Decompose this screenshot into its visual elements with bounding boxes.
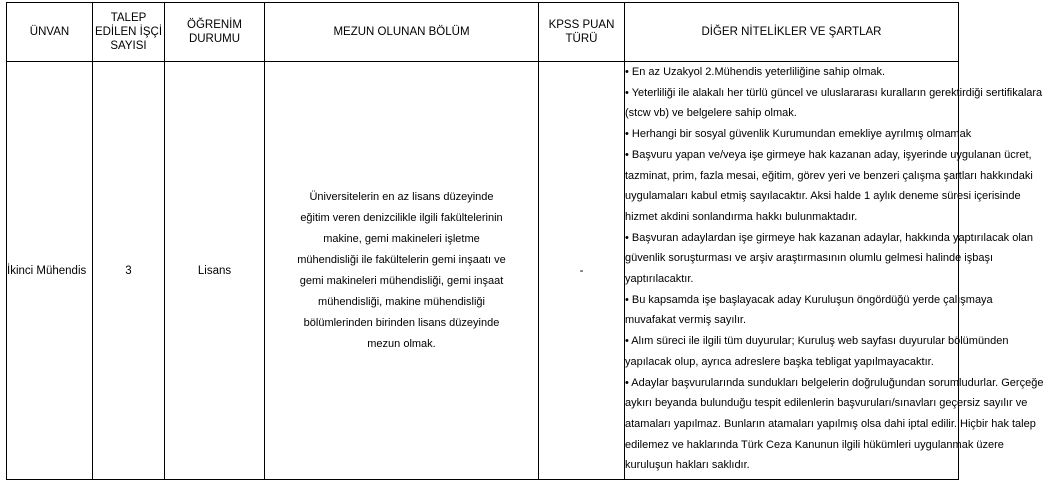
text-line: • Adaylar başvurularında sundukları belgelerin doğruluğundan sorumludurlar. Gerçeğe xyxy=(625,376,1043,389)
text-line: mühendisliği ile fakültelerin gemi inşaatı ve xyxy=(297,253,506,266)
text-line: güvenlik soruşturması ve arşiv araştırmasının olumlu gelmesi halinde işbaşı xyxy=(625,252,994,265)
text-line: KPSS PUAN xyxy=(548,19,615,31)
text-line: TALEP xyxy=(110,12,147,24)
text-line: SAYISI xyxy=(110,40,147,52)
cell-diger-nitelikler xyxy=(625,62,1043,480)
text-line: yaptırılacaktır. xyxy=(625,273,694,286)
text-line: (stcw vb) ve belgelere sahip olmak. xyxy=(625,107,797,120)
header-unvan xyxy=(7,3,93,62)
header-diger-nitelikler xyxy=(625,3,959,62)
text-line: tazminat, prim, fazla mesai, eğitim, görev yeri ve benzeri çalışma şartları hakkındaki xyxy=(625,169,1033,182)
text-line: MEZUN OLUNAN BÖLÜM xyxy=(333,26,470,38)
header-kpss-puan-turu xyxy=(539,3,625,62)
text-line: atamaları yapılmaz. Bunların atamaları yapılmış olsa dahi iptal edilir. Hiçbir hak talep xyxy=(625,417,1036,430)
text-line: • Başvuru yapan ve/veya işe girmeye hak kazanan aday, işyerinde uygulanan ücret, xyxy=(625,148,1032,161)
text-line: • Yeterliliği ile alakalı her türlü güncel ve uluslararası kuralların gerektirdiği sertifikalara xyxy=(625,86,1043,99)
text-line: Üniversitelerin en az lisans düzeyinde xyxy=(309,190,494,203)
text-line: ÖĞRENİM xyxy=(187,19,242,31)
text-line: hizmet akdini sonlandırma hakkı bulunmaktadır. xyxy=(625,210,858,223)
text-line: • Herhangi bir sosyal güvenlik Kurumundan emekliye ayrılmış olmamak xyxy=(625,128,972,141)
text-line: muvafakat vermiş sayılır. xyxy=(625,314,747,327)
text-line: mühendisliği, makine mühendisliği xyxy=(318,295,485,308)
text-line: ÜNVAN xyxy=(29,26,70,38)
text-line: yapılacak olup, ayrıca adreslere başka tebligat yapılmayacaktır. xyxy=(625,355,934,368)
text-line: kuruluşun hakları saklıdır. xyxy=(625,459,750,472)
cell-kpss-puan-turu: - xyxy=(539,62,625,480)
header-ogrenim-durumu xyxy=(165,3,265,62)
header-talep-edilen-isci-sayisi xyxy=(93,3,165,62)
cell-mezun-olunan-bolum xyxy=(265,62,539,480)
header-mezun-olunan-bolum xyxy=(265,3,539,62)
text-line: EDİLEN İŞÇİ xyxy=(94,26,163,38)
text-line: eğitim veren denizcilikle ilgili fakültelerinin xyxy=(300,211,503,224)
text-line: TÜRÜ xyxy=(565,33,598,45)
text-line: DURUMU xyxy=(188,33,241,45)
text-line: mezun olmak. xyxy=(367,337,436,350)
cell-ogrenim-durumu: Lisans xyxy=(165,62,265,480)
cell-talep-sayisi: 3 xyxy=(93,62,165,480)
table-header-row xyxy=(7,3,959,62)
text-line: aykırı beyanda bulunduğu tespit edilenlerin başvuruları/sınavları geçersiz sayılır ve xyxy=(625,397,1028,410)
text-line: • Bu kapsamda işe başlayacak aday Kuruluşun öngördüğü yerde çalışmaya xyxy=(625,293,993,306)
text-line: bölümlerinden birinden lisans düzeyinde xyxy=(303,316,500,329)
text-line: uygulamaları kabul etmiş sayılacaktır. Aksi halde 1 aylık deneme süresi içerisinde xyxy=(625,190,1021,203)
text-line: • En az Uzakyol 2.Mühendis yeterliliğine sahip olmak. xyxy=(625,66,886,78)
cell-unvan: İkinci Mühendis xyxy=(7,62,93,480)
text-line: gemi makineleri mühendisliği, gemi inşaat xyxy=(299,274,504,287)
job-listing-table xyxy=(6,2,1043,480)
text-line: • Başvuran adaylardan işe girmeye hak kazanan adaylar, hakkında yaptırılacak olan xyxy=(625,231,1034,244)
text-line: makine, gemi makineleri işletme xyxy=(323,232,480,245)
text-line: DİĞER NİTELİKLER VE ŞARTLAR xyxy=(701,26,882,38)
text-line: edilemez ve haklarında Türk Ceza Kanunun ilgili hükümleri uygulanmak üzere xyxy=(625,438,1004,451)
text-line: • Alım süreci ile ilgili tüm duyurular; Kuruluş web sayfası duyurular bölümünden xyxy=(625,335,1009,348)
table-row xyxy=(7,62,959,480)
